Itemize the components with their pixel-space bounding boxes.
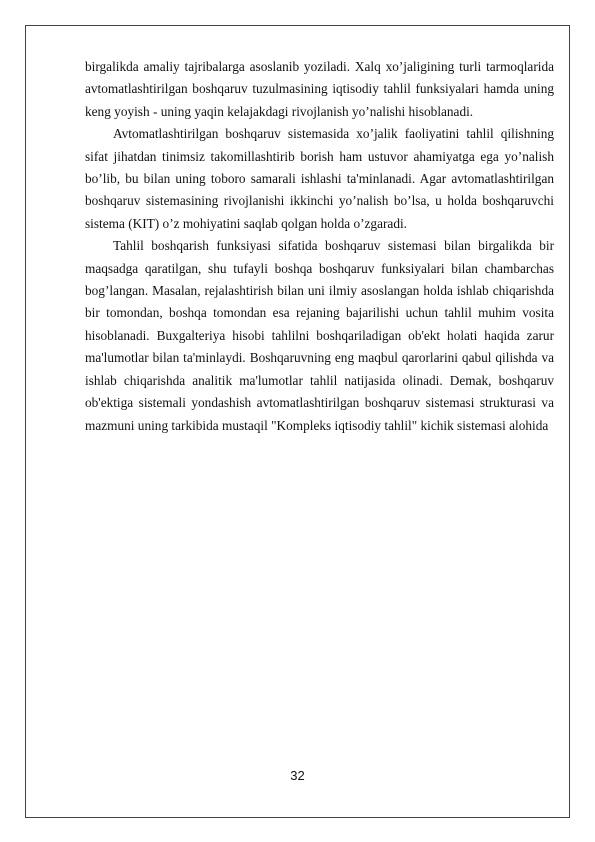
page-number: 32	[290, 768, 305, 783]
paragraph-continuation: birgalikda amaliy tajribalarga asoslanib yoziladi. Xalq xo’jaligining turli tarmoqlarida avtomatlashtirilgan boshqaruv tuzulmasining iqtisodiy tahlil funksiyalari hamda uning keng yoyish - uning yaqin kelajakdagi rivojlanish yo’nalishi hisoblanadi.	[85, 59, 554, 119]
paragraph: Tahlil boshqarish funksiyasi sifatida boshqaruv sistemasi bilan birgalikda bir maqsadga qaratilgan, shu tufayli boshqa boshqaruv funksiyalari bilan chambarchas bog’langan. Masalan, rejalashtirish bilan uni ilmiy asoslangan holda ishlab chiqarishda bir tomondan, boshqa tomondan esa rejaning bajarilishi uchun tahlil muhim vosita hisoblanadi. Buxgalteriya hisobi tahlilni boshqariladigan ob'ekt holati haqida zarur ma'lumotlar bilan ta'minlaydi. Boshqaruvning eng maqbul qarorlarini qabul qilishda va ishlab chiqarishda analitik ma'lumotlar tahlil natijasida olinadi. Demak, boshqaruv ob'ektiga sistemali yondashish avtomatlashtirilgan boshqaruv sistemasi strukturasi va mazmuni uning tarkibida mustaqil "Kompleks iqtisodiy tahlil" kichik sistemasi alohida	[85, 238, 554, 433]
paragraph: Avtomatlashtirilgan boshqaruv sistemasida xo’jalik faoliyatini tahlil qilishning sifat jihatdan tinimsiz takomillashtirib borish ham ustuvor ahamiyatga ega yo’nalish bo’lib, bu bilan uning toboro samarali ishlashi ta'minlanadi. Agar avtomatlashtirilgan boshqaruv sistemasining rivojlanishi ikkinchi yo’nalish bo’lsa, u holda boshqaruvchi sistema (KIT) o’z mohiyatini saqlab qolgan holda o’zgaradi.	[85, 126, 554, 231]
document-body	[85, 56, 554, 437]
